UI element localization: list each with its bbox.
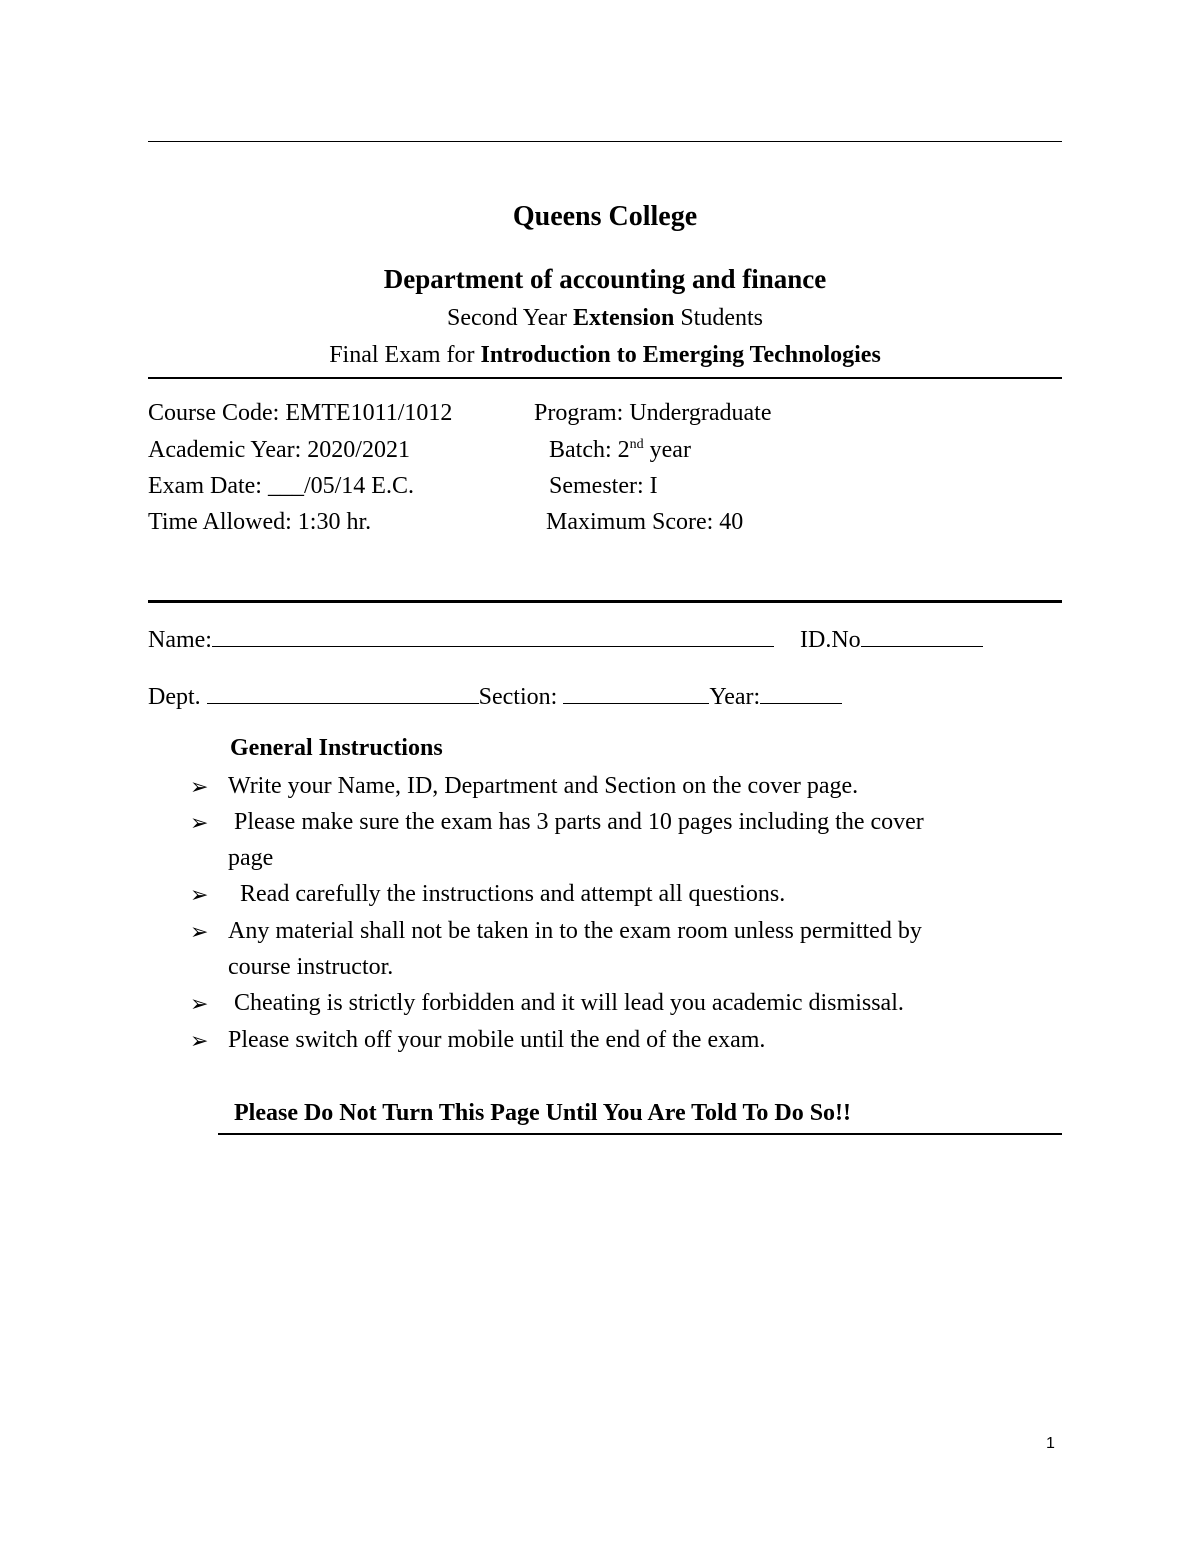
student-group-post: Students	[674, 305, 764, 331]
academic-year: Academic Year: 2020/2021	[148, 437, 410, 463]
instruction-item: Read carefully the instructions and attempt all questions.	[228, 881, 786, 907]
bullet-icon: ➢	[190, 774, 209, 799]
year-label: Year:	[709, 684, 761, 710]
bullet-icon: ➢	[190, 882, 209, 907]
notice-rule	[218, 1133, 1062, 1135]
bullet-icon: ➢	[190, 810, 209, 835]
dept-blank[interactable]	[207, 681, 479, 704]
batch	[549, 437, 691, 464]
exam-date: Exam Date: ___/05/14 E.C.	[148, 473, 414, 499]
bullet-icon: ➢	[190, 919, 209, 944]
section-label: Section:	[478, 684, 564, 710]
semester: Semester: I	[549, 473, 658, 499]
college-name: Queens College	[512, 201, 698, 232]
id-label: ID.No	[800, 627, 861, 653]
instruction-item: Please switch off your mobile until the end of the exam.	[228, 1027, 766, 1053]
header-rule	[148, 377, 1062, 379]
name-blank[interactable]	[212, 624, 774, 647]
do-not-turn-notice: Please Do Not Turn This Page Until You Are Told To Do So!!	[234, 1100, 852, 1126]
time-allowed: Time Allowed: 1:30 hr.	[148, 509, 372, 535]
batch-sup: nd	[629, 437, 644, 452]
instruction-item: Please make sure the exam has 3 parts and 10 pages including the cover	[228, 809, 924, 835]
name-label: Name:	[148, 627, 212, 653]
instruction-item: Any material shall not be taken in to the exam room unless permitted by	[228, 918, 922, 944]
bullet-icon: ➢	[190, 1028, 209, 1053]
dept-label: Dept.	[148, 684, 207, 710]
instruction-item-continued: course instructor.	[228, 954, 394, 980]
exam-title-pre: Final Exam for	[329, 342, 481, 368]
exam-title	[148, 342, 1062, 369]
info-rule	[148, 600, 1062, 603]
program: Program: Undergraduate	[534, 400, 772, 426]
course-code: Course Code: EMTE1011/1012	[148, 400, 453, 426]
id-field	[800, 624, 983, 654]
dept-section-year-field	[148, 681, 842, 711]
instruction-item-continued: page	[228, 845, 274, 871]
bullet-icon: ➢	[190, 991, 209, 1016]
student-group-bold: Extension	[572, 305, 675, 331]
student-group	[148, 305, 1062, 332]
instructions-heading: General Instructions	[230, 735, 443, 761]
instruction-item: Cheating is strictly forbidden and it will lead you academic dismissal.	[228, 990, 904, 1016]
batch-pre: Batch: 2	[549, 437, 630, 463]
department-title: Department of accounting and finance	[383, 264, 827, 294]
exam-course: Introduction to Emerging Technologies	[480, 342, 881, 368]
section-blank[interactable]	[563, 681, 709, 704]
id-blank[interactable]	[861, 624, 983, 647]
instruction-item: Write your Name, ID, Department and Section on the cover page.	[228, 773, 859, 799]
batch-post: year	[643, 437, 691, 463]
name-field	[148, 624, 774, 654]
year-blank[interactable]	[760, 681, 842, 704]
top-rule	[148, 141, 1062, 142]
page-number: 1	[1046, 1435, 1055, 1452]
maximum-score: Maximum Score: 40	[546, 509, 744, 535]
student-group-pre: Second Year	[446, 305, 573, 331]
